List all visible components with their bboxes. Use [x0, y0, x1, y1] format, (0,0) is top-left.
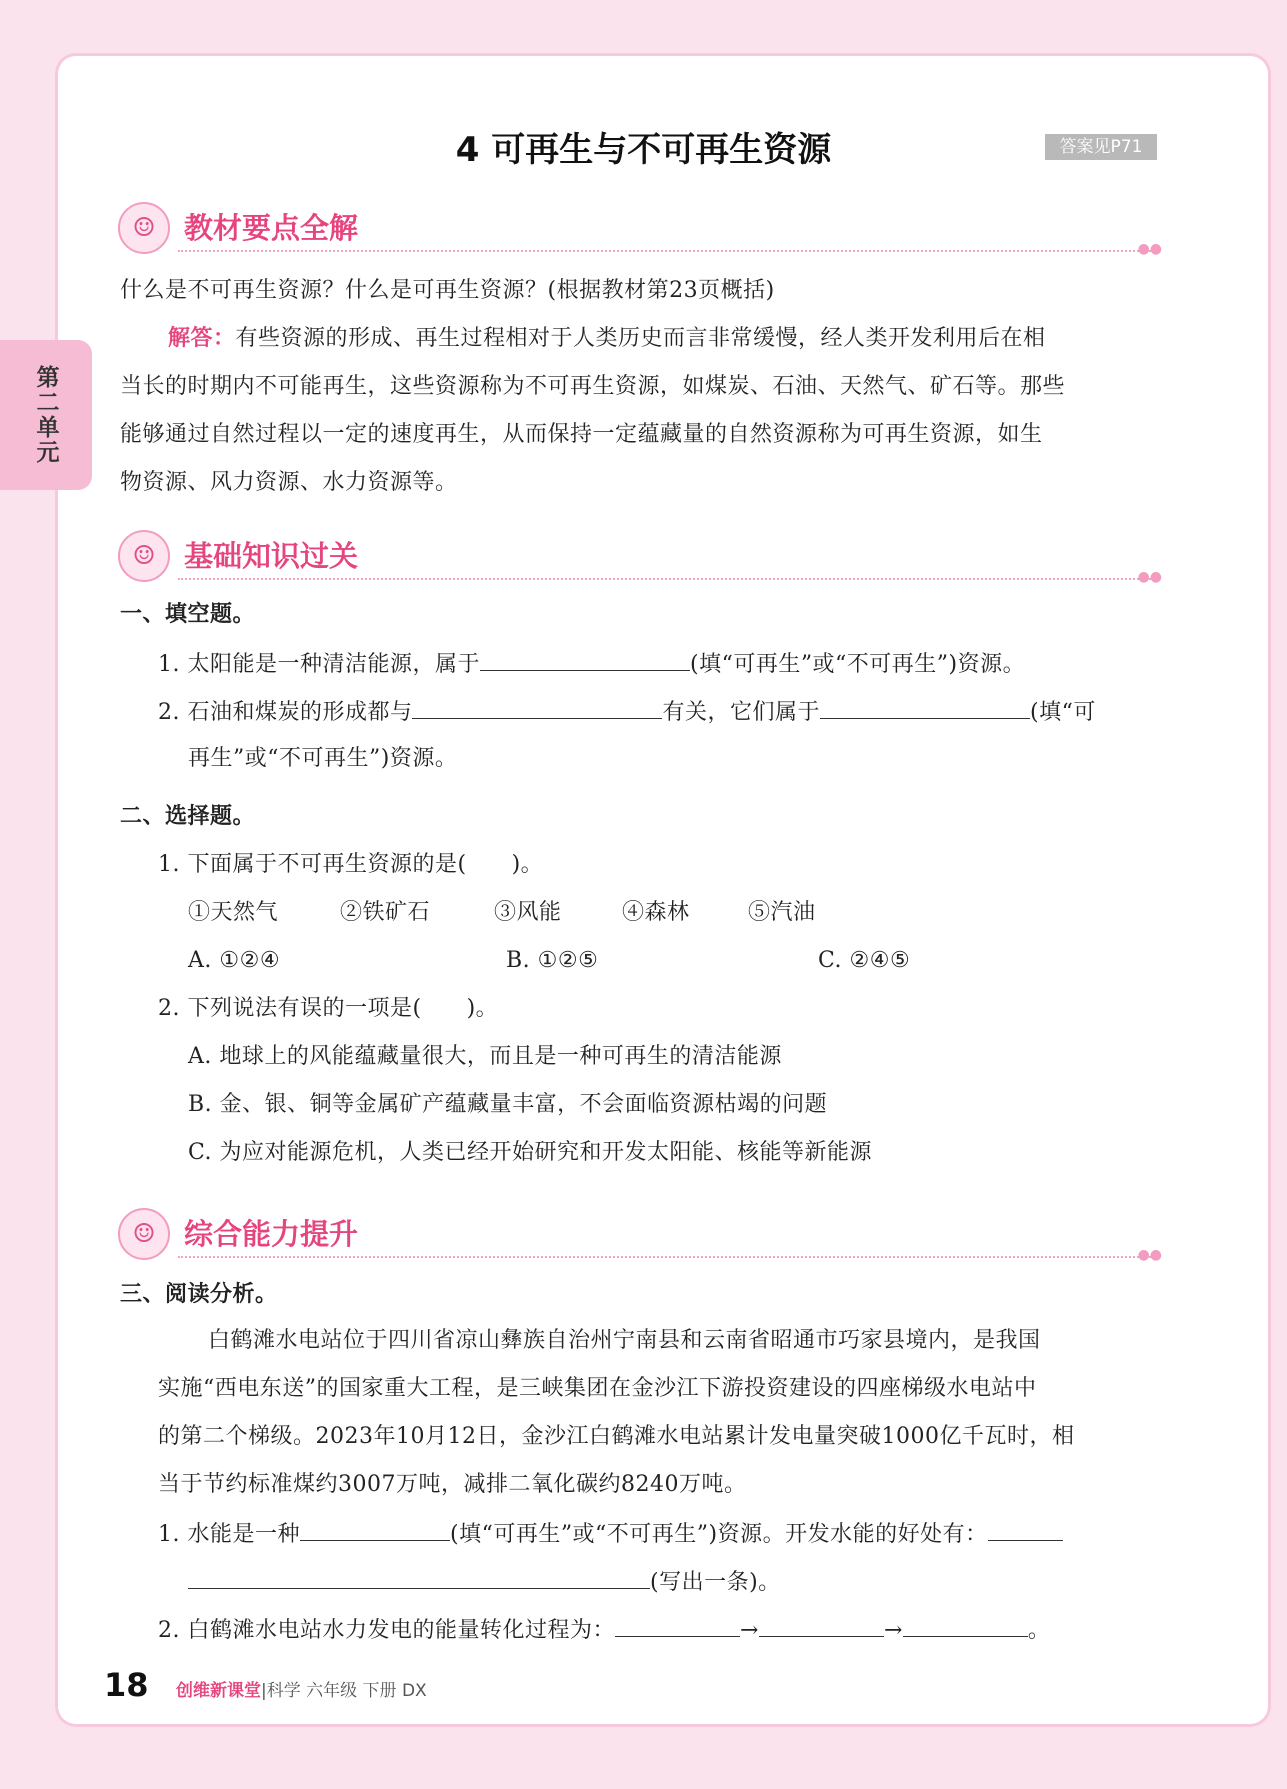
reading-line-4: 当于节约标准煤约3007万吨，减排二氧化碳约8240万吨。 [158, 1472, 747, 1497]
unit-label: 第二单元 [32, 365, 59, 465]
choice-q1-option-b[interactable]: B. ①②⑤ [506, 948, 599, 973]
section-title: 综合能力提升 [184, 1217, 359, 1251]
book-info: |科学 六年级 下册 DX [261, 1681, 427, 1701]
choice-q1-option-c[interactable]: C. ②④⑤ [818, 948, 911, 973]
answer-label: 解答： [168, 326, 236, 351]
part3-heading: 三、阅读分析。 [120, 1282, 278, 1307]
answer-blank[interactable] [820, 696, 1030, 719]
cartoon-face-icon: ☺ [118, 202, 170, 254]
choice-q1-item: ③风能 [494, 900, 562, 925]
section-title: 教材要点全解 [184, 211, 359, 245]
choice-q1-item: ①天然气 [188, 900, 279, 925]
arrow-icon: → [740, 1618, 759, 1643]
choice-q2: 2. 下列说法有误的一项是( )。 [158, 996, 499, 1021]
choice-q1: 1. 下面属于不可再生资源的是( )。 [158, 852, 544, 877]
page-number: 18 [104, 1666, 149, 1704]
dotted-divider [178, 250, 1158, 252]
cartoon-face-icon: ☺ [118, 530, 170, 582]
answer-blank[interactable] [615, 1614, 740, 1637]
answer-line-1: 解答：有些资源的形成、再生过程相对于人类历史而言非常缓慢，经人类开发利用后在相 [168, 326, 1046, 351]
answer-blank[interactable] [188, 1566, 650, 1589]
fill-q1: 1. 太阳能是一种清洁能源，属于 (填“可再生”或“不可再生”)资源。 [158, 648, 1025, 680]
choice-q1-option-a[interactable]: A. ①②④ [188, 948, 281, 973]
reading-q2: 2. 白鹤滩水电站水力发电的能量转化过程为： → → 。 [158, 1614, 1050, 1646]
choice-q2-option-b[interactable]: B. 金、银、铜等金属矿产蕴藏量丰富，不会面临资源枯竭的问题 [188, 1092, 828, 1117]
unit-side-tab [0, 340, 92, 490]
answer-blank[interactable] [412, 696, 662, 719]
choice-q1-item: ④森林 [622, 900, 690, 925]
fill-q2: 2. 石油和煤炭的形成都与 有关，它们属于 (填“可 [158, 696, 1096, 728]
answer-blank[interactable] [988, 1518, 1063, 1541]
answer-blank[interactable] [759, 1614, 884, 1637]
answer-blank[interactable] [300, 1518, 450, 1541]
choice-q1-item: ②铁矿石 [340, 900, 431, 925]
answer-blank[interactable] [480, 648, 690, 671]
reading-q1-cont: (写出一条)。 [188, 1566, 781, 1598]
answer-reference-badge: 答案见P71 [1045, 134, 1157, 160]
part2-heading: 二、选择题。 [120, 804, 256, 829]
answer-line-3: 能够通过自然过程以一定的速度再生，从而保持一定蕴藏量的自然资源称为可再生资源，如生 [120, 422, 1043, 447]
footer-brand [176, 1676, 427, 1701]
page-title: 4 可再生与不可再生资源 [455, 130, 832, 170]
fill-q2-cont: 再生”或“不可再生”)资源。 [188, 746, 458, 771]
key-question: 什么是不可再生资源？什么是可再生资源？(根据教材第23页概括) [120, 278, 775, 303]
cartoon-face-icon: ☺ [118, 1208, 170, 1260]
choice-q1-item: ⑤汽油 [748, 900, 816, 925]
divider-dots-icon: ●● [1137, 569, 1162, 585]
reading-q1: 1. 水能是一种 (填“可再生”或“不可再生”)资源。开发水能的好处有： [158, 1518, 1063, 1550]
dotted-divider [178, 578, 1158, 580]
answer-blank[interactable] [903, 1614, 1028, 1637]
reading-line-2: 实施“西电东送”的国家重大工程，是三峡集团在金沙江下游投资建设的四座梯级水电站中 [158, 1376, 1037, 1401]
section-title: 基础知识过关 [184, 539, 359, 573]
choice-q2-option-c[interactable]: C. 为应对能源危机，人类已经开始研究和开发太阳能、核能等新能源 [188, 1140, 873, 1165]
brand-name: 创维新课堂 [176, 1681, 261, 1701]
dotted-divider [178, 1256, 1158, 1258]
divider-dots-icon: ●● [1137, 241, 1162, 257]
reading-line-3: 的第二个梯级。2023年10月12日，金沙江白鹤滩水电站累计发电量突破1000亿千瓦时，相 [158, 1424, 1075, 1449]
choice-q2-option-a[interactable]: A. 地球上的风能蕴藏量很大，而且是一种可再生的清洁能源 [188, 1044, 782, 1069]
divider-dots-icon: ●● [1137, 1247, 1162, 1263]
section-header-key-points [118, 200, 1162, 257]
section-header-advanced [118, 1206, 1162, 1263]
section-header-basics [118, 528, 1162, 585]
answer-line-2: 当长的时期内不可能再生，这些资源称为不可再生资源，如煤炭、石油、天然气、矿石等。那些 [120, 374, 1066, 399]
arrow-icon: → [883, 1618, 903, 1643]
part1-heading: 一、填空题。 [120, 602, 256, 627]
reading-line-1: 白鹤滩水电站位于四川省凉山彝族自治州宁南县和云南省昭通市巧家县境内，是我国 [208, 1328, 1041, 1353]
answer-line-4: 物资源、风力资源、水力资源等。 [120, 470, 458, 495]
